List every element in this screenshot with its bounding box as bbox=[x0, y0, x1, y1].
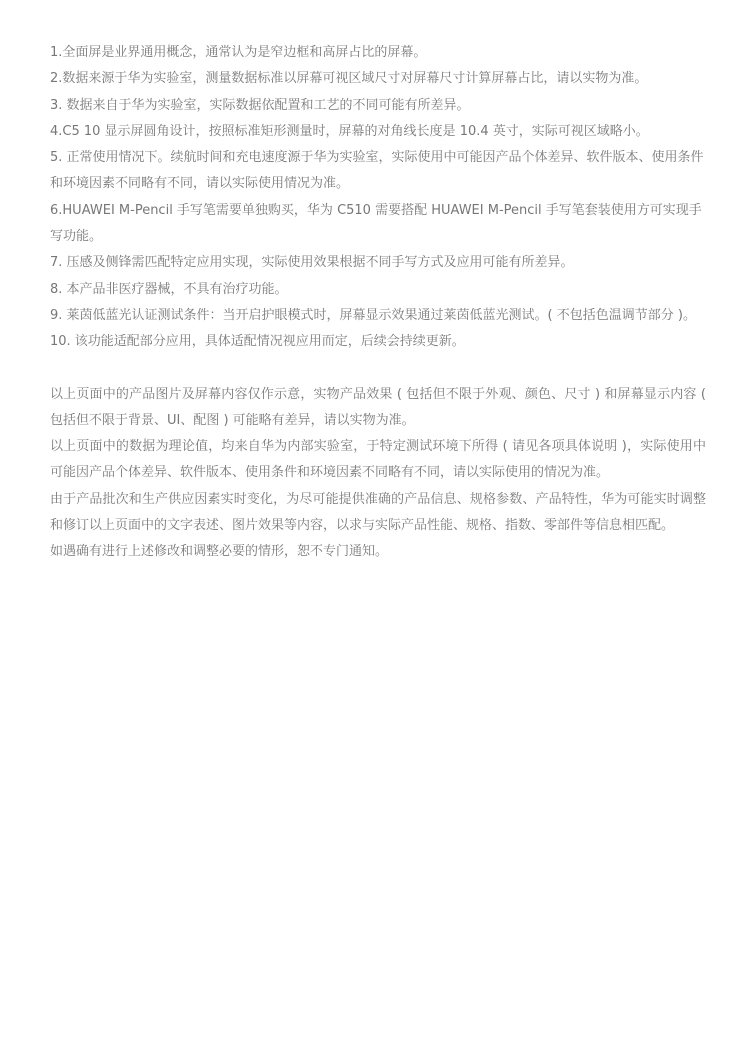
footnote-10: 10. 该功能适配部分应用，具体适配情况视应用而定，后续会持续更新。 bbox=[50, 334, 465, 350]
footnote-9: 9. 莱茵低蓝光认证测试条件：当开启护眼模式时，屏幕显示效果通过莱茵低蓝光测试。( 不包括色温调节部分 )。 bbox=[50, 307, 696, 323]
footnote-5: 5. 正常使用情况下。续航时间和充电速度源于华为实验室，实际使用中可能因产品个体差异、软件版本、使用条件和环境因素不同略有不同，请以实际使用情况为准。 bbox=[50, 150, 704, 192]
disclaimer-notice: 如遇确有进行上述修改和调整必要的情形，恕不专门通知。 bbox=[50, 544, 389, 560]
footnote-1: 1.全面屏是业界通用概念，通常认为是窄边框和高屏占比的屏幕。 bbox=[50, 45, 427, 60]
disclaimer-images: 以上页面中的产品图片及屏幕内容仅作示意，实物产品效果 ( 包括但不限于外观、颜色、尺寸 ) 和屏幕显示内容 ( 包括但不限于背景、UI、配图 ) 可能略有差异，请以实物为准。 bbox=[50, 386, 706, 428]
footnote-8: 8. 本产品非医疗器械，不具有治疗功能。 bbox=[50, 281, 288, 297]
footnote-4: 4.C5 10 显示屏圆角设计，按照标准矩形测量时，屏幕的对角线长度是 10.4 英寸，实际可视区域略小。 bbox=[50, 123, 649, 139]
footnotes-list bbox=[50, 40, 706, 356]
footnote-2: 2.数据来源于华为实验室，测量数据标准以屏幕可视区域尺寸对屏幕尺寸计算屏幕占比，请以实物为准。 bbox=[50, 71, 648, 87]
footnote-7: 7. 压感及侧锋需匹配特定应用实现，实际使用效果根据不同手写方式及应用可能有所差异。 bbox=[50, 255, 574, 271]
disclaimer-section bbox=[50, 382, 706, 566]
footnote-6: 6.HUAWEI M-Pencil 手写笔需要单独购买，华为 C510 需要搭配 HUAWEI M-Pencil 手写笔套装使用方可实现手写功能。 bbox=[50, 202, 702, 245]
disclaimer-data: 以上页面中的数据为理论值，均来自华为内部实验室，于特定测试环境下所得 ( 请见各项具体说明 )，实际使用中可能因产品个体差异、软件版本、使用条件和环境因素不同略有不同，请以实际使用的情况为准。 bbox=[50, 439, 706, 481]
disclaimer-revisions: 由于产品批次和生产供应因素实时变化，为尽可能提供准确的产品信息、规格参数、产品特性，华为可能实时调整和修订以上页面中的文字表述、图片效果等内容，以求与实际产品性能、规格、指数、零部件等信息相匹配。 bbox=[50, 491, 706, 534]
footnote-3: 3. 数据来自于华为实验室，实际数据依配置和工艺的不同可能有所差异。 bbox=[50, 97, 470, 113]
